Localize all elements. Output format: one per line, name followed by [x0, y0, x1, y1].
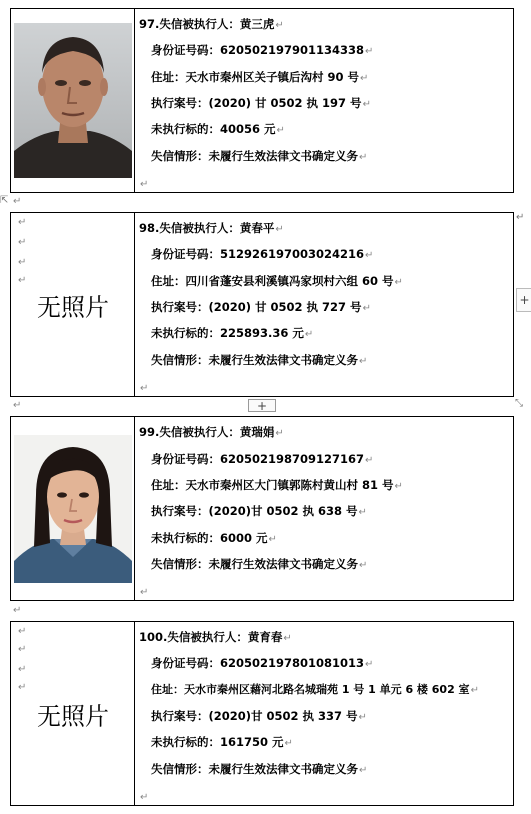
default-situation: 失信情形：未履行生效法律文书确定义务↵	[151, 353, 368, 367]
default-situation: 失信情形：未履行生效法律文书确定义务↵	[151, 149, 368, 163]
insert-row-button[interactable]: +	[248, 399, 276, 412]
record-97	[10, 8, 514, 193]
case-number: 执行案号：(2020)甘 0502 执 638 号↵	[151, 504, 367, 518]
id-number: 身份证号码：620502197801081013↵	[151, 656, 374, 670]
record-title: 97.失信被执行人：黄三虎↵	[139, 17, 284, 31]
id-number: 身份证号码：620502198709127167↵	[151, 452, 374, 466]
paragraph-mark: ↵	[18, 257, 27, 268]
insert-column-button[interactable]: +	[516, 288, 531, 312]
info-cell	[135, 9, 513, 192]
info-cell	[135, 213, 513, 396]
paragraph-mark: ↵	[18, 626, 27, 637]
outstanding-amount: 未执行标的：225893.36 元↵	[151, 326, 314, 340]
no-photo-label: 无照片	[37, 293, 109, 321]
paragraph-mark: ↵	[18, 217, 27, 228]
default-situation: 失信情形：未履行生效法律文书确定义务↵	[151, 557, 368, 571]
male-portrait-photo	[14, 23, 132, 178]
paragraph-mark: ↵	[516, 212, 525, 223]
case-number: 执行案号：(2020) 甘 0502 执 727 号↵	[151, 300, 371, 314]
record-100	[10, 621, 514, 806]
paragraph-mark: ↵	[18, 664, 27, 675]
id-number: 身份证号码：512926197003024216↵	[151, 247, 374, 261]
photo-cell	[11, 622, 135, 805]
photo-cell	[11, 9, 135, 192]
paragraph-mark: ↵	[18, 682, 27, 693]
photo-cell	[11, 213, 135, 396]
address: 住址：四川省蓬安县利溪镇冯家坝村六组 60 号↵	[151, 274, 403, 288]
info-cell	[135, 417, 513, 600]
case-number: 执行案号：(2020) 甘 0502 执 197 号↵	[151, 96, 371, 110]
record-title: 98.失信被执行人：黄春平↵	[139, 221, 284, 235]
paragraph-mark: ↵	[140, 383, 149, 394]
move-handle-icon[interactable]: ⤡	[515, 398, 523, 409]
default-situation: 失信情形：未履行生效法律文书确定义务↵	[151, 762, 368, 776]
paragraph-mark: ↵	[18, 275, 27, 286]
paragraph-mark: ↵	[140, 792, 149, 803]
record-98	[10, 212, 514, 397]
paragraph-mark: ↵	[13, 196, 22, 207]
record-title: 99.失信被执行人：黄瑞娟↵	[139, 425, 284, 439]
paragraph-mark: ↵	[13, 605, 22, 616]
paragraph-mark: ↵	[140, 587, 149, 598]
paragraph-mark: ↵	[18, 237, 27, 248]
outstanding-amount: 未执行标的：161750 元↵	[151, 735, 293, 749]
paragraph-mark: ↵	[18, 644, 27, 655]
case-number: 执行案号：(2020)甘 0502 执 337 号↵	[151, 709, 367, 723]
record-99	[10, 416, 514, 601]
id-number: 身份证号码：620502197901134338↵	[151, 43, 374, 57]
female-portrait-photo	[14, 435, 132, 583]
address: 住址：天水市秦州区大门镇郭陈村黄山村 81 号↵	[151, 478, 403, 492]
address: 住址：天水市秦州区藉河北路名城瑞苑 1 号 1 单元 6 楼 602 室↵	[151, 683, 479, 696]
paragraph-mark: ↵	[140, 179, 149, 190]
record-title: 100.失信被执行人：黄育春↵	[139, 630, 292, 644]
no-photo-label: 无照片	[37, 702, 109, 730]
outstanding-amount: 未执行标的：6000 元↵	[151, 531, 277, 545]
address: 住址：天水市秦州区关子镇后沟村 90 号↵	[151, 70, 369, 84]
photo-cell	[11, 417, 135, 600]
info-cell	[135, 622, 513, 805]
resize-handle-icon[interactable]: ⇱	[0, 195, 9, 206]
paragraph-mark: ↵	[13, 400, 22, 411]
outstanding-amount: 未执行标的：40056 元↵	[151, 122, 285, 136]
